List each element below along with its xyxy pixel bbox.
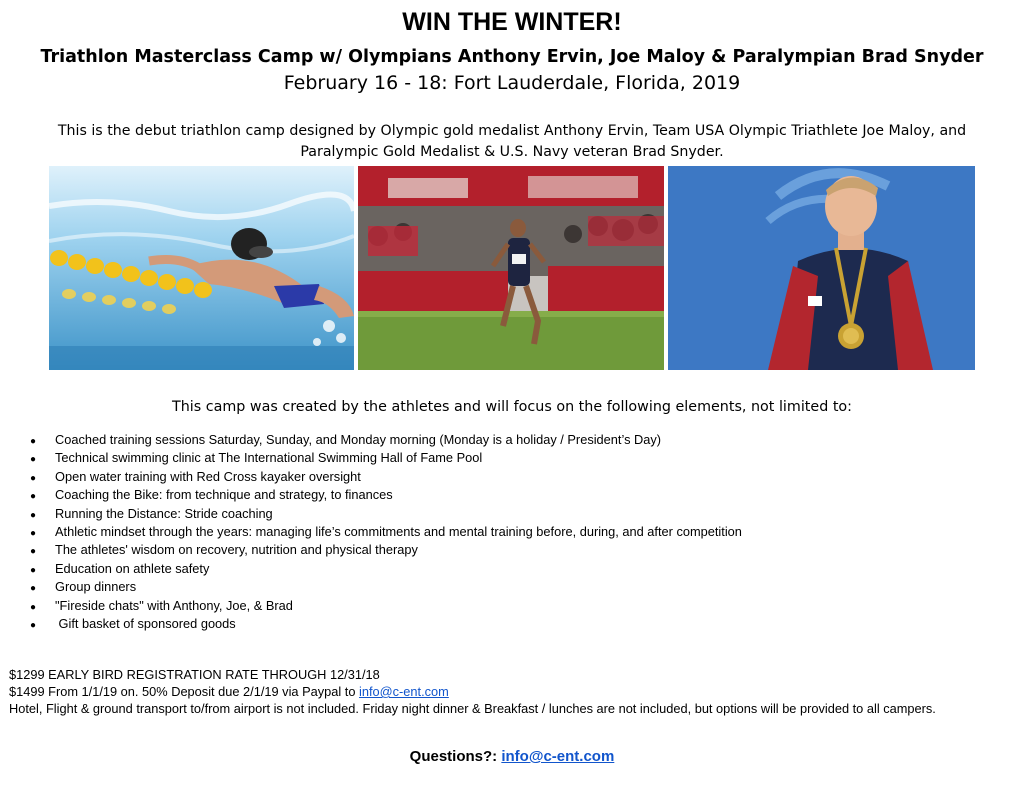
event-dates: February 16 - 18: Fort Lauderdale, Florida, 2019 [283, 72, 741, 94]
focus-heading: This camp was created by the athletes and will focus on the following elements, not limited to: [171, 399, 852, 415]
regular-rate: $1499 From 1/1/19 on. 50% Deposit due 2/1/19 via Paypal to info@c-ent.com [9, 684, 449, 699]
bullet-icon: ● [30, 564, 37, 576]
list-item: ● "Fireside chats" with Anthony, Joe, & Brad [30, 597, 742, 615]
intro-line-1: This is the debut triathlon camp designed by Olympic gold medalist Anthony Ervin, Team USA Olympic Triathlete Joe Maloy, and [57, 123, 967, 139]
page-subtitle: Triathlon Masterclass Camp w/ Olympians Anthony Ervin, Joe Maloy & Paralympian Brad Snyder [40, 47, 984, 67]
medalist-photo [668, 166, 975, 370]
pricing-notes: Hotel, Flight & ground transport to/from airport is not included. Friday night dinner & Breakfast / lunches are not included, but options will be provided to all campers. [9, 701, 936, 716]
intro-paragraph [20, 121, 1004, 163]
camp-elements-list [30, 431, 742, 633]
list-item: ● Running the Distance: Stride coaching [30, 505, 742, 523]
swimmer-photo [49, 166, 354, 370]
pricing-section [9, 666, 936, 717]
email-link[interactable]: info@c-ent.com [359, 684, 449, 699]
bullet-icon: ● [30, 454, 37, 466]
page-title: WIN THE WINTER! [402, 8, 622, 36]
bullet-icon: ● [30, 472, 37, 484]
bullet-icon: ● [30, 619, 37, 631]
intro-line-2: Paralympic Gold Medalist & U.S. Navy veteran Brad Snyder. [300, 144, 724, 160]
list-item: ● Coaching the Bike: from technique and strategy, to finances [30, 486, 742, 504]
list-item: ● Group dinners [30, 578, 742, 596]
list-item: ● Open water training with Red Cross kayaker oversight [30, 468, 742, 486]
bullet-icon: ● [30, 527, 37, 539]
questions-line [0, 748, 1024, 765]
early-bird-rate: $1299 EARLY BIRD REGISTRATION RATE THROUGH 12/31/18 [9, 667, 380, 682]
list-item: ● Athletic mindset through the years: managing life’s commitments and mental training before, during, and after competition [30, 523, 742, 541]
list-item: ● Education on athlete safety [30, 560, 742, 578]
list-item: ● The athletes' wisdom on recovery, nutrition and physical therapy [30, 541, 742, 559]
list-item: ● Gift basket of sponsored goods [30, 615, 742, 633]
questions-label: Questions?: [409, 748, 502, 765]
list-item: ● Coached training sessions Saturday, Sunday, and Monday morning (Monday is a holiday / President’s Day) [30, 431, 742, 449]
questions-email-link[interactable]: info@c-ent.com [501, 748, 615, 765]
bullet-icon: ● [30, 546, 37, 558]
list-item: ● Technical swimming clinic at The International Swimming Hall of Fame Pool [30, 449, 742, 467]
runner-photo [358, 166, 664, 370]
bullet-icon: ● [30, 509, 37, 521]
bullet-icon: ● [30, 436, 37, 447]
bullet-icon: ● [30, 491, 37, 503]
bullet-icon: ● [30, 601, 37, 613]
bullet-icon: ● [30, 583, 37, 595]
